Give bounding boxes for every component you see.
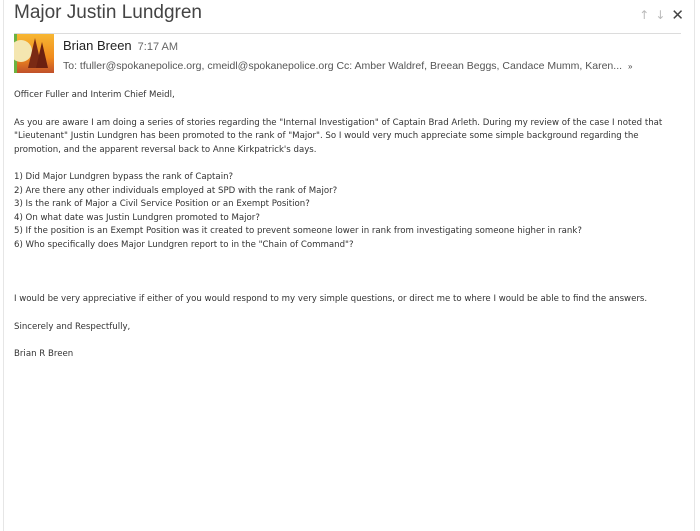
email-subject: Major Justin Lundgren bbox=[14, 2, 202, 23]
sent-time: 7:17 AM bbox=[137, 41, 179, 53]
expand-recipients-icon[interactable]: » bbox=[628, 62, 633, 71]
list-item: 6) Who specifically does Major Lundgren report to in the "Chain of Command"? bbox=[14, 239, 354, 250]
list-item: 1) Did Major Lundgren bypass the rank of Captain? bbox=[14, 172, 234, 182]
closing: I would be very appreciative if either of you would respond to my very simple questions, or direct me to where I would be able to find the answers. bbox=[14, 294, 648, 304]
list-item: 5) If the position is an Exempt Position was it created to prevent someone lower in rank from investigating someone higher in rank? bbox=[14, 226, 582, 236]
recipients-line bbox=[63, 60, 632, 72]
close-icon[interactable]: ✕ bbox=[671, 6, 684, 24]
sender-line bbox=[63, 38, 178, 53]
recipients[interactable]: To: tfuller@spokanepolice.org, cmeidl@spokanepolice.org Cc: Amber Waldref, Breean Beggs, Candace Mumm, Karen... bbox=[63, 60, 623, 72]
sender-name[interactable]: Brian Breen bbox=[63, 38, 132, 53]
list-item: 3) Is the rank of Major a Civil Service Position or an Exempt Position? bbox=[14, 199, 310, 209]
body-paragraph: As you are aware I am doing a series of stories regarding the "Internal Investigation" of Captain Brad Arleth. During my review of the case I noted that "Lieutenant" Justin Lundgren has been promoted to the rank of "Major". So I would very much appreciate some simple background regarding the promotion, and the apparent reversal back to Anne Kirkpatrick's days. bbox=[14, 117, 663, 155]
message-nav bbox=[639, 6, 684, 24]
list-item: 2) Are there any other individuals employed at SPD with the rank of Major? bbox=[14, 185, 338, 196]
header-divider bbox=[14, 33, 681, 34]
next-message-icon[interactable]: ↓ bbox=[655, 8, 666, 22]
previous-message-icon[interactable]: ↑ bbox=[639, 8, 650, 22]
email-body bbox=[14, 89, 684, 376]
list-item: 4) On what date was Justin Lundgren promoted to Major? bbox=[14, 212, 260, 223]
sender-avatar[interactable] bbox=[14, 34, 54, 73]
signature: Brian R Breen bbox=[14, 349, 74, 359]
signoff: Sincerely and Respectfully, bbox=[14, 321, 131, 332]
question-list bbox=[14, 171, 684, 252]
greeting: Officer Fuller and Interim Chief Meidl, bbox=[14, 90, 175, 100]
